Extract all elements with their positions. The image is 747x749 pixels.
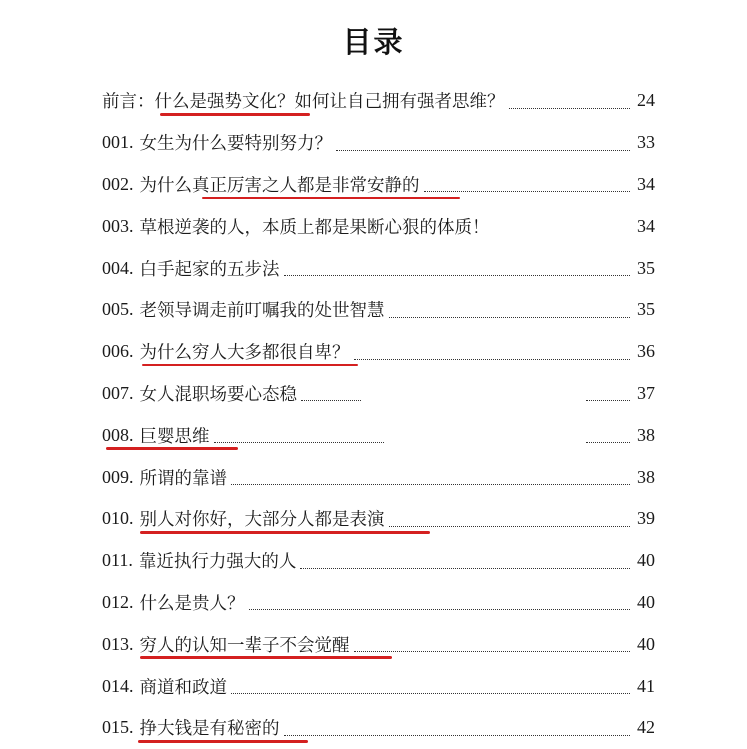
toc-entry-label: 什么是贵人？: [139, 593, 245, 614]
handwritten-underline: [140, 656, 392, 659]
toc-entry: [102, 122, 655, 164]
toc-entry-label: 老领导调走前叮嘱我的处世智慧: [139, 301, 385, 322]
toc-entry-page: 42: [637, 717, 655, 738]
toc-entry-label: 前言：什么是强势文化？如何让自己拥有强者思维？: [102, 92, 505, 113]
toc-entry-page: 37: [637, 382, 655, 403]
dot-leader: [231, 483, 630, 485]
handwritten-underline: [106, 447, 238, 450]
toc-entry-page: 39: [637, 508, 655, 529]
toc-entry-label: 白手起家的五步法: [139, 259, 280, 280]
toc-entry-page: 36: [637, 341, 655, 362]
dot-leader: [389, 525, 631, 527]
dot-leader: [231, 692, 630, 694]
toc-entry-label: 女人混职场要心态稳: [139, 384, 297, 405]
toc-entry-page: 35: [637, 257, 655, 278]
toc-entry-number: 005.: [102, 299, 134, 320]
dot-leader: [301, 399, 361, 401]
toc-entry-number: 014.: [102, 675, 134, 696]
toc-entry-page: 41: [637, 675, 655, 696]
dot-leader: [354, 650, 631, 652]
handwritten-underline: [160, 113, 310, 116]
handwritten-underline: [142, 364, 358, 367]
toc-entry-label: 所谓的靠谱: [139, 468, 227, 489]
toc-entry: [102, 707, 655, 749]
toc-entry-number: 011.: [102, 550, 133, 571]
toc-entry: [102, 205, 655, 247]
toc-entry: [102, 456, 655, 498]
page-title: 目录: [342, 25, 405, 59]
dot-leader: [214, 441, 384, 443]
handwritten-underline: [138, 740, 308, 743]
toc-entry-page: 24: [637, 90, 655, 111]
toc-entry-page: 38: [637, 466, 655, 487]
toc-entry-number: 012.: [102, 591, 134, 612]
toc-entry-number: 003.: [102, 215, 134, 236]
toc-entry-label: 女生为什么要特别努力？: [139, 134, 332, 155]
toc-list: [102, 80, 655, 749]
toc-entry: [102, 414, 655, 456]
toc-entry-page: 40: [637, 550, 655, 571]
toc-entry-number: 002.: [102, 173, 134, 194]
toc-entry-label: 商道和政道: [139, 677, 227, 698]
toc-entry-number: 001.: [102, 132, 134, 153]
dot-leader: [424, 190, 631, 192]
toc-entry: [102, 289, 655, 331]
toc-entry: [102, 665, 655, 707]
toc-entry: [102, 582, 655, 624]
toc-entry: [102, 331, 655, 373]
dot-leader: [249, 608, 631, 610]
toc-entry: [102, 623, 655, 665]
toc-entry-label: 挣大钱是有秘密的: [139, 719, 280, 740]
toc-entry: [102, 164, 655, 206]
toc-entry-label: 靠近执行力强大的人: [138, 552, 297, 573]
toc-entry-label: 巨婴思维: [139, 426, 210, 447]
dot-leader: [284, 734, 631, 736]
toc-entry-page: 33: [637, 132, 655, 153]
toc-entry-page: 35: [637, 299, 655, 320]
toc-entry-label: 为什么穷人大多都很自卑？: [139, 343, 350, 364]
toc-entry-number: 015.: [102, 717, 134, 738]
handwritten-underline: [140, 531, 430, 534]
toc-entry-label: 穷人的认知一辈子不会觉醒: [139, 635, 350, 656]
dot-leader: [336, 149, 630, 151]
toc-entry-preface: [102, 80, 655, 122]
toc-entry: [102, 498, 655, 540]
dot-leader: [586, 399, 630, 401]
toc-entry-number: 006.: [102, 341, 134, 362]
toc-entry-label: 草根逆袭的人，本质上都是果断心狠的体质！: [139, 217, 490, 238]
toc-entry-number: 008.: [102, 424, 134, 445]
toc-entry-number: 004.: [102, 257, 134, 278]
handwritten-underline: [202, 197, 460, 200]
dot-leader: [586, 441, 630, 443]
dot-leader: [389, 316, 631, 318]
toc-entry-number: 009.: [102, 466, 134, 487]
toc-entry-page: 34: [637, 173, 655, 194]
toc-entry-number: 010.: [102, 508, 134, 529]
dot-leader: [509, 107, 631, 109]
toc-entry-page: 38: [637, 424, 655, 445]
toc-entry-label: 别人对你好，大部分人都是表演: [139, 510, 385, 531]
toc-entry-page: 40: [637, 633, 655, 654]
toc-entry-number: 013.: [102, 633, 134, 654]
toc-entry-page: 40: [637, 591, 655, 612]
toc-entry: [102, 540, 655, 582]
toc-entry-label: 为什么真正厉害之人都是非常安静的: [139, 175, 420, 196]
dot-leader: [354, 358, 631, 360]
toc-entry: [102, 247, 655, 289]
toc-entry-number: 007.: [102, 382, 134, 403]
dot-leader: [284, 274, 631, 276]
dot-leader: [300, 567, 630, 569]
toc-entry-page: 34: [637, 215, 655, 236]
toc-entry: [102, 373, 655, 415]
